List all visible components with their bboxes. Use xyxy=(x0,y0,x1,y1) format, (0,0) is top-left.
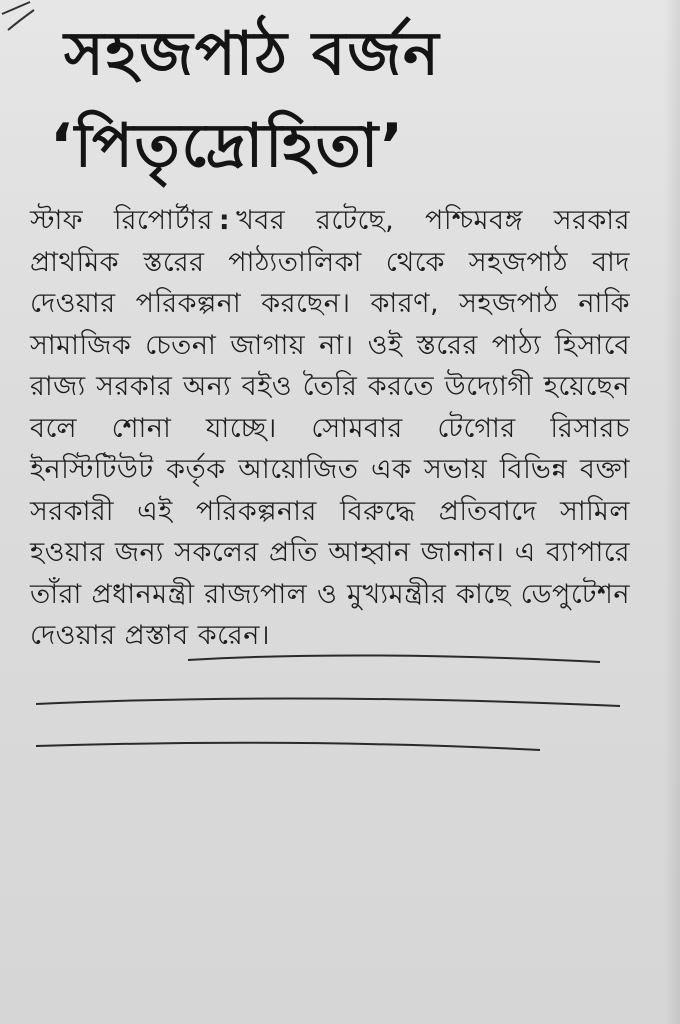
underline-stroke-2 xyxy=(36,698,620,706)
article-body xyxy=(30,200,630,657)
headline xyxy=(30,8,670,192)
byline-separator: : xyxy=(218,205,231,236)
headline-line-1: সহজপাঠ বর্জন xyxy=(64,19,441,89)
underline-stroke-3 xyxy=(36,743,540,750)
headline-line-2: ‘পিতৃদ্রোহিতা’ xyxy=(50,111,405,181)
article-text: খবর রটেছে, পশ্চিমবঙ্গ সরকার প্রাথমিক স্তরের পাঠ্যতালিকা থেকে সহজপাঠ বাদ দেওয়ার পরিকল্পনা করছেন। কারণ, সহজপাঠ নাকি সামাজিক চেতনা জাগায় না। ওই স্তরের পাঠ্য হিসাবে রাজ্য সরকার অন্য বইও তৈরি করতে উদ্যোগী হয়েছেন বলে শোনা যাচ্ছে। সোমবার টেগোর রিসারচ ইনস্টিটিউট কর্তৃক আয়োজিত এক সভায় বিভিন্ন বক্তা সরকারী এই পরিকল্পনার বিরুদ্ধে প্রতিবাদে সামিল হওয়ার জন্য সকলের প্রতি আহ্বান জানান। এ ব্যাপারে তাঁরা প্রধানমন্ত্রী রাজ্যপাল ও মুখ্যমন্ত্রীর কাছে ডেপুটেশন দেওয়ার প্রস্তাব করেন। xyxy=(30,205,630,651)
paper-edge-shadow xyxy=(664,0,680,1024)
byline: স্টাফ রিপোর্টার xyxy=(30,205,213,236)
